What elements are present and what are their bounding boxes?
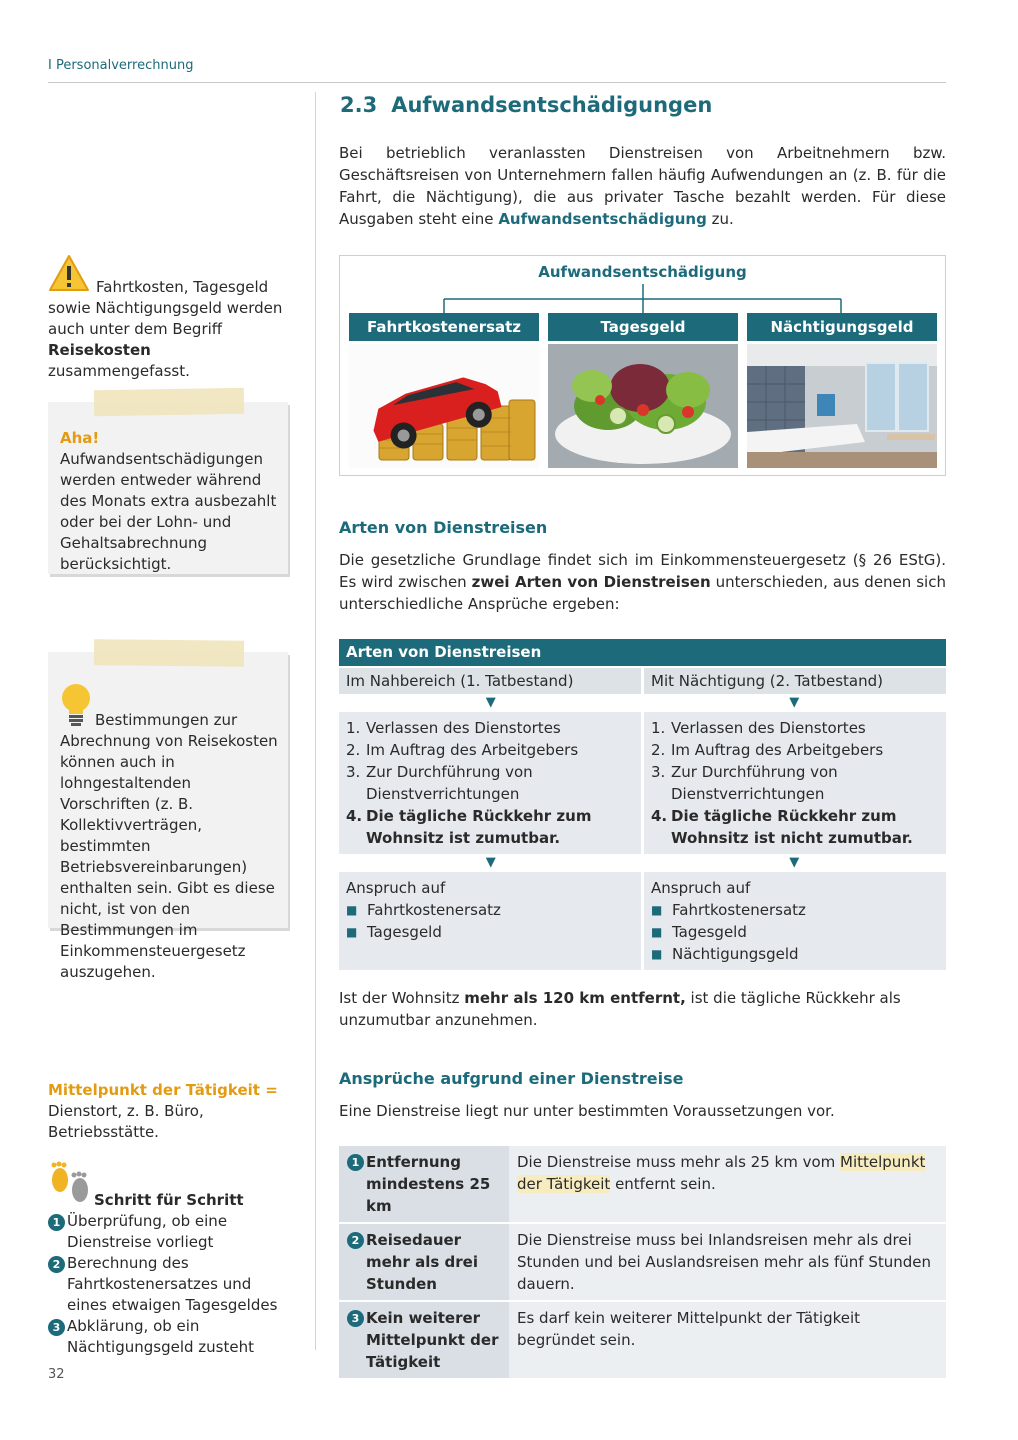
steps-list (48, 1211, 288, 1358)
diagram-connectors (340, 256, 945, 316)
col-header-nahbereich: Im Nahbereich (1. Tatbestand) (339, 668, 641, 694)
col-header-naechtigung: Mit Nächtigung (2. Tatbestand) (644, 668, 946, 694)
diagram-title: Aufwandsentschädigung (538, 263, 747, 281)
list-item: 1 Überprüfung, ob eine Dienstreise vorliegt (48, 1211, 288, 1253)
claim-label: Anspruch auf (651, 879, 751, 897)
expense-diagram (339, 255, 946, 476)
number-badge: 3 (347, 1310, 364, 1327)
arrow-down-icon: ▼ (485, 855, 496, 870)
list-item: 2 Berechnung des Fahrtkostenersatzes und eines etwaigen Tagesgeldes (48, 1253, 288, 1316)
list-item: 3 Abklärung, ob ein Nächtigungsgeld zusteht (48, 1316, 288, 1358)
car-coins-image (349, 344, 539, 468)
square-bullet-icon: ■ (651, 903, 663, 917)
warning-text-2: zusammengefasst. (48, 362, 190, 380)
box-naechtigungsgeld: Nächtigungsgeld (747, 313, 937, 341)
wohnsitz-text-2: ist die tägliche Rückkehr als unzumutbar anzunehmen. (339, 989, 901, 1029)
claim-item: ■ Fahrtkostenersatz (651, 901, 806, 919)
step-item: 3. Zur Durchführung von Dienstverrichtungen (346, 763, 533, 803)
ansprueche-heading: Ansprüche aufgrund einer Dienstreise (339, 1069, 684, 1088)
section-title-text: Aufwandsentschädigungen (391, 93, 713, 117)
box-fahrtkostenersatz: Fahrtkostenersatz (349, 313, 539, 341)
warning-bold: Reisekosten (48, 341, 151, 359)
arten-table (339, 639, 946, 970)
tape-strip (94, 639, 244, 667)
row-text: Es darf kein weiterer Mittelpunkt der Tätigkeit begründet sein. (509, 1302, 946, 1378)
arten-text-bold: zwei Arten von Dienstreisen (471, 573, 711, 591)
footprints-icon (48, 1160, 94, 1206)
step-item: 1. Verlassen des Dienstortes (651, 719, 866, 737)
aha-title: Aha! (60, 429, 100, 447)
warning-note (48, 277, 288, 382)
arrow-down-icon: ▼ (789, 695, 800, 710)
number-badge: 3 (48, 1319, 65, 1336)
square-bullet-icon: ■ (651, 925, 663, 939)
intro-text-2: zu. (706, 210, 734, 228)
definition-text: Dienstort, z. B. Büro, Betriebsstätte. (48, 1102, 204, 1141)
column-divider (315, 92, 316, 1350)
tip-text: Bestimmungen zur Abrechnung von Reisekosten können auch in lohngestaltenden Vorschriften (z. B. Kollektivverträgen, bestimmten Betriebsvereinbarungen) enthalten sein. Gibt es diese nicht, ist von den Bestimmungen im Einkommensteuergesetz auszugehen. (60, 711, 278, 981)
claim-item: ■ Nächtigungsgeld (651, 945, 799, 963)
arten-table-title: Arten von Dienstreisen (339, 639, 946, 666)
number-badge: 1 (48, 1214, 65, 1231)
step-item: 2. Im Auftrag des Arbeitgebers (651, 741, 884, 759)
intro-highlight: Aufwandsentschädigung (498, 210, 707, 228)
section-title (340, 93, 712, 117)
table-row (339, 1302, 946, 1378)
arten-text-2: unterschieden, aus denen sich unterschiedliche Ansprüche ergeben: (339, 573, 946, 613)
arrow-down-icon: ▼ (485, 695, 496, 710)
arten-heading: Arten von Dienstreisen (339, 518, 548, 537)
step-item: 4. Die tägliche Rückkehr zum Wohnsitz ist nicht zumutbar. (651, 807, 913, 847)
step-item: 3. Zur Durchführung von Dienstverrichtungen (651, 763, 838, 803)
arten-paragraph (339, 549, 946, 615)
warning-text-1: Fahrtkosten, Tagesgeld sowie Nächtigungsgeld werden auch unter dem Begriff (48, 278, 283, 338)
definition-note (48, 1080, 288, 1143)
claim-item: ■ Fahrtkostenersatz (346, 901, 501, 919)
row-text: Die Dienstreise muss mehr als 25 km vom Mittelpunkt der Tätigkeit entfernt sein. (509, 1146, 946, 1222)
voraussetzungen-table (339, 1146, 946, 1378)
number-badge: 1 (347, 1154, 364, 1171)
aha-content (60, 428, 282, 575)
steps-title: Schritt für Schritt (94, 1191, 244, 1209)
number-badge: 2 (347, 1232, 364, 1249)
wohnsitz-paragraph (339, 987, 946, 1031)
claims-naechtigung (644, 872, 946, 970)
claim-item: ■ Tagesgeld (651, 923, 747, 941)
steps-naechtigung (644, 712, 946, 854)
step-item: 1. Verlassen des Dienstortes (346, 719, 561, 737)
number-badge: 2 (48, 1256, 65, 1273)
claim-label: Anspruch auf (346, 879, 446, 897)
square-bullet-icon: ■ (651, 947, 663, 961)
page-number: 32 (48, 1367, 65, 1382)
intro-paragraph (339, 142, 946, 230)
header-divider (48, 82, 946, 83)
aha-text: Aufwandsentschädigungen werden entweder während des Monats extra ausbezahlt oder bei der Lohn- und Gehaltsabrechnung berücksichtigt. (60, 450, 277, 573)
tape-strip (94, 388, 244, 417)
highlight-term: Mittelpunkt der Tätigkeit (517, 1153, 926, 1193)
box-tagesgeld: Tagesgeld (548, 313, 738, 341)
running-header: I Personalverrechnung (48, 58, 194, 73)
square-bullet-icon: ■ (346, 903, 358, 917)
intro-text-1: Bei betrieblich veranlassten Dienstreisen von Arbeitnehmern bzw. Geschäftsreisen von Unternehmern fallen häufig Aufwendungen an (z. B. für die Fahrt, die Nächtigung), die aus privater Tasche bezahlt werden. Für diese Ausgaben steht eine (339, 144, 946, 228)
section-number: 2.3 (340, 93, 378, 117)
arten-text-1: Die gesetzliche Grundlage findet sich im Einkommensteuergesetz (§ 26 EStG). Es wird zwischen (339, 551, 946, 591)
wohnsitz-text-1: Ist der Wohnsitz (339, 989, 465, 1007)
arrow-down-icon: ▼ (789, 855, 800, 870)
claim-item: ■ Tagesgeld (346, 923, 442, 941)
definition-title: Mittelpunkt der Tätigkeit = (48, 1081, 278, 1099)
claims-nahbereich (339, 872, 641, 970)
ansprueche-intro: Eine Dienstreise liegt nur unter bestimmten Voraussetzungen vor. (339, 1102, 835, 1120)
row-label: 3 Kein weiterer Mittelpunkt der Tätigkeit (339, 1302, 509, 1378)
table-row (339, 1224, 946, 1302)
row-label: 1 Entfernung mindestens 25 km (339, 1146, 509, 1222)
table-row (339, 1146, 946, 1224)
steps-nahbereich (339, 712, 641, 854)
square-bullet-icon: ■ (346, 925, 358, 939)
salad-image (548, 344, 738, 468)
wohnsitz-bold: mehr als 120 km entfernt, (464, 989, 686, 1007)
hotel-room-image (747, 344, 937, 468)
row-text: Die Dienstreise muss bei Inlandsreisen mehr als drei Stunden und bei Auslandsreisen mehr als fünf Stunden dauern. (509, 1224, 946, 1300)
step-item: 4. Die tägliche Rückkehr zum Wohnsitz ist zumutbar. (346, 807, 592, 847)
step-item: 2. Im Auftrag des Arbeitgebers (346, 741, 579, 759)
row-label: 2 Reisedauer mehr als drei Stunden (339, 1224, 509, 1300)
